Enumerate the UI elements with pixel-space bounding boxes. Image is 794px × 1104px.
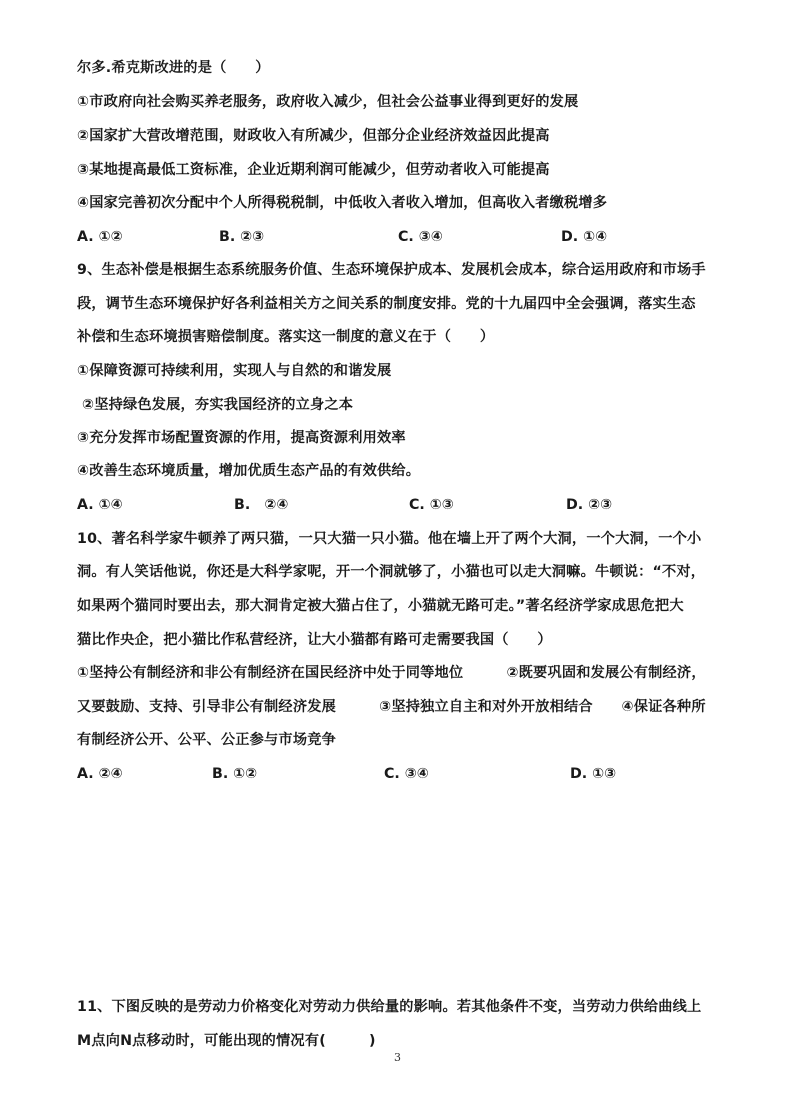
q9-item-1: ①保障资源可持续利用，实现人与自然的和谐发展 <box>77 363 392 379</box>
q11-stem-line-1: 11、下图反映的是劳动力价格变化对劳动力供给量的影响。若其他条件不变，当劳动力供给曲线上 <box>77 999 702 1015</box>
q9-item-4: ④改善生态环境质量，增加优质生态产品的有效供给。 <box>77 463 421 479</box>
q10-stem-line-3: 如果两个猫同时要出去，那大洞肯定被大猫占住了，小猫就无路可走。”著名经济学家成思危把大 <box>77 598 684 614</box>
q10-stem-line-1: 10、著名科学家牛顿养了两只猫，一只大猫一只小猫。他在墙上开了两个大洞，一个大洞，一个小 <box>77 531 702 547</box>
q8-stem-tail: 尔多.希克斯改进的是（ ） <box>77 60 270 76</box>
q8-item-3: ③某地提高最低工资标准，企业近期利润可能减少，但劳动者收入可能提高 <box>77 162 550 178</box>
q9-option-c: C. ①③ <box>409 497 454 513</box>
q9-stem-line-2: 段，调节生态环境保护好各利益相关方之间关系的制度安排。党的十九届四中全会强调，落实生态 <box>77 296 696 312</box>
q8-item-2: ②国家扩大营改增范围，财政收入有所减少，但部分企业经济效益因此提高 <box>77 128 550 144</box>
q8-item-1: ①市政府向社会购买养老服务，政府收入减少，但社会公益事业得到更好的发展 <box>77 94 579 110</box>
q10-items-line-3: 有制经济公开、公平、公正参与市场竞争 <box>77 732 336 748</box>
q10-stem-line-2: 洞。有人笑话他说，你还是大科学家呢，开一个洞就够了，小猫也可以走大洞嘛。牛顿说：“不对， <box>77 564 706 580</box>
q10-option-c: C. ③④ <box>384 766 429 782</box>
q8-item-4: ④国家完善初次分配中个人所得税税制，中低收入者收入增加，但高收入者缴税增多 <box>77 195 608 211</box>
q9-stem-line-1: 9、生态补偿是根据生态系统服务价值、生态环境保护成本、发展机会成本，综合运用政府和市场手 <box>77 262 706 278</box>
q8-option-d: D. ①④ <box>561 229 608 245</box>
q9-item-3: ③充分发挥市场配置资源的作用，提高资源利用效率 <box>77 430 406 446</box>
q9-option-b: B. ②④ <box>234 497 289 513</box>
q10-items-line-2: 又要鼓励、支持、引导非公有制经济发展 ③坚持独立自主和对外开放相结合 ④保证各种所 <box>77 699 706 715</box>
q10-option-a: A. ②④ <box>77 766 123 782</box>
q10-option-b: B. ①② <box>212 766 258 782</box>
q10-option-d: D. ①③ <box>570 766 617 782</box>
q8-option-c: C. ③④ <box>398 229 443 245</box>
page-number: 3 <box>394 1051 401 1064</box>
q9-option-a: A. ①④ <box>77 497 123 513</box>
q9-item-2: ②坚持绿色发展，夯实我国经济的立身之本 <box>82 397 354 413</box>
q9-option-d: D. ②③ <box>566 497 613 513</box>
q8-option-b: B. ②③ <box>219 229 265 245</box>
q8-option-a: A. ①② <box>77 229 123 245</box>
q10-stem-line-4: 猫比作央企，把小猫比作私营经济，让大小猫都有路可走需要我国（ ） <box>77 632 552 648</box>
q11-stem-line-2: M点向N点移动时，可能出现的情况有( ) <box>77 1033 376 1049</box>
q9-stem-line-3: 补偿和生态环境损害赔偿制度。落实这一制度的意义在于（ ） <box>77 329 495 345</box>
q10-items-line-1: ①坚持公有制经济和非公有制经济在国民经济中处于同等地位 ②既要巩固和发展公有制经济， <box>77 665 706 681</box>
